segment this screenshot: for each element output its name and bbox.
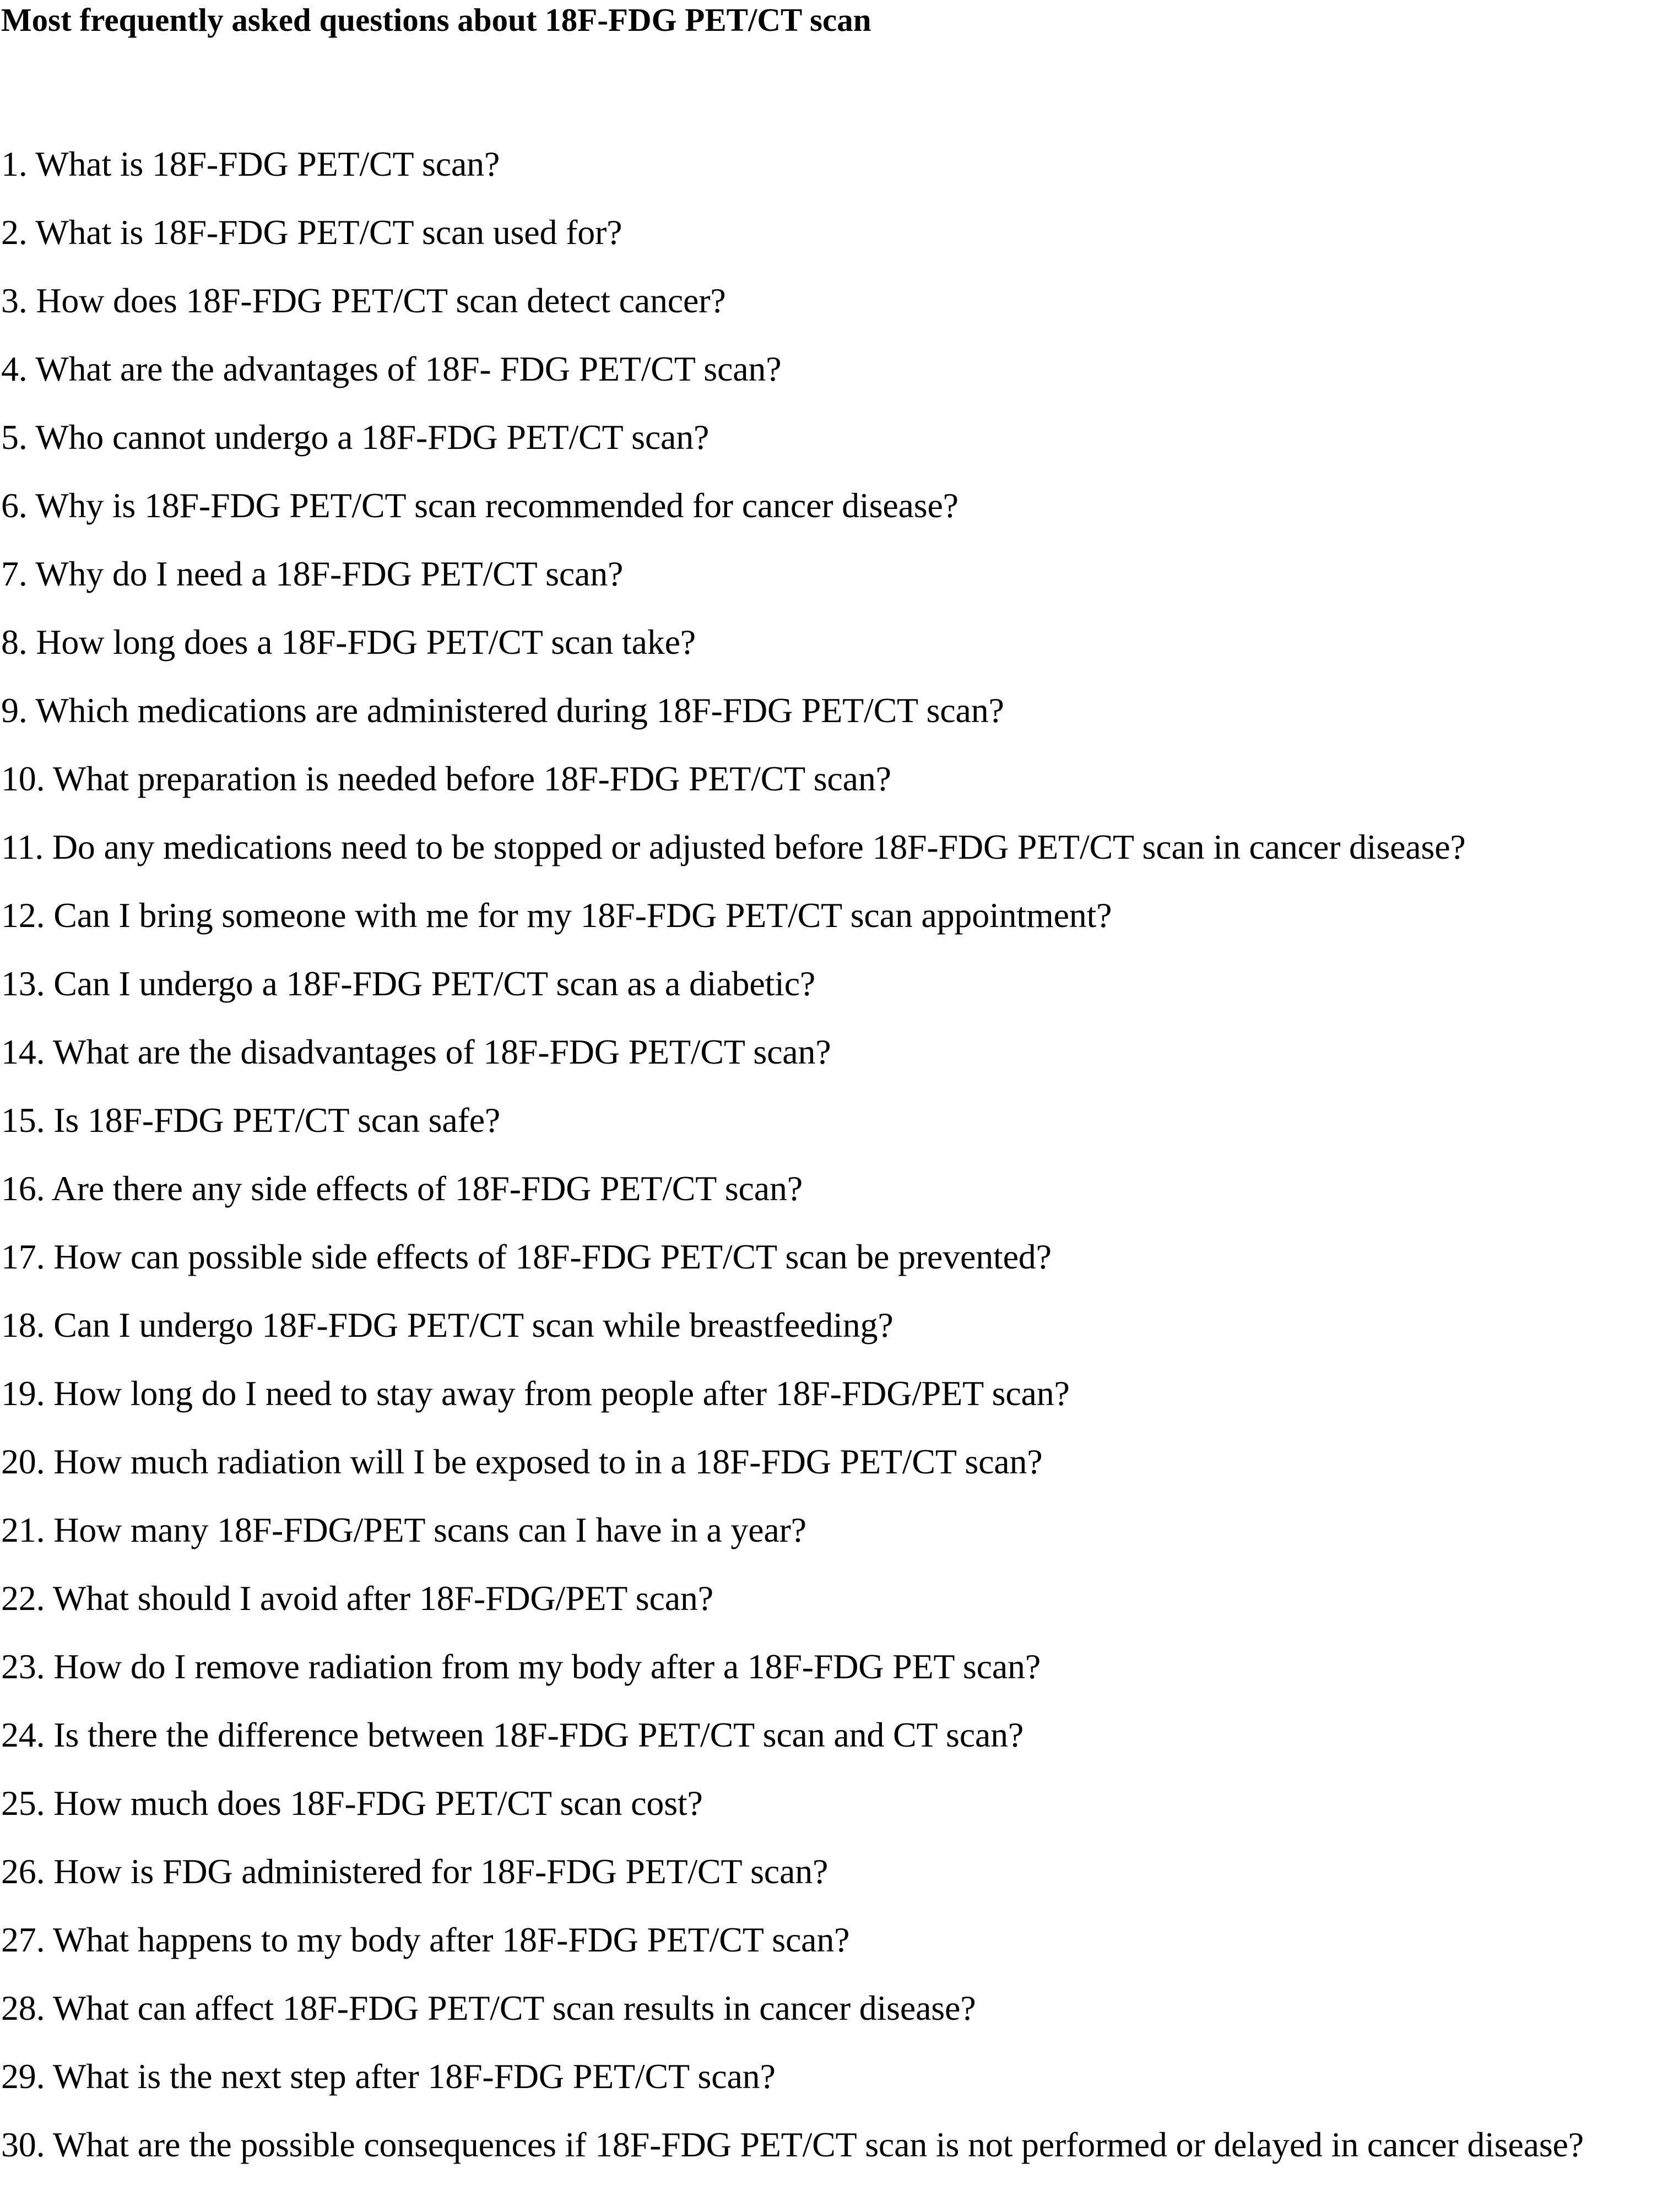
question-item: 9. Which medications are administered during 18F-FDG PET/CT scan? — [1, 691, 1004, 730]
question-item: 30. What are the possible consequences if 18F-FDG PET/CT scan is not performed or delayed in cancer disease? — [1, 2125, 1584, 2164]
question-item: 29. What is the next step after 18F-FDG PET/CT scan? — [1, 2057, 776, 2096]
question-item: 13. Can I undergo a 18F-FDG PET/CT scan as a diabetic? — [1, 964, 816, 1003]
question-item: 21. How many 18F-FDG/PET scans can I have in a year? — [1, 1510, 806, 1549]
question-item: 8. How long does a 18F-FDG PET/CT scan take? — [1, 622, 696, 662]
question-item: 23. How do I remove radiation from my body after a 18F-FDG PET scan? — [1, 1647, 1041, 1686]
question-item: 16. Are there any side effects of 18F-FDG PET/CT scan? — [1, 1169, 803, 1208]
question-item: 4. What are the advantages of 18F- FDG PET/CT scan? — [1, 349, 782, 388]
question-item: 12. Can I bring someone with me for my 18F-FDG PET/CT scan appointment? — [1, 896, 1112, 935]
question-item: 14. What are the disadvantages of 18F-FDG PET/CT scan? — [1, 1032, 831, 1071]
question-item: 22. What should I avoid after 18F-FDG/PET scan? — [1, 1579, 713, 1618]
question-item: 28. What can affect 18F-FDG PET/CT scan results in cancer disease? — [1, 1988, 976, 2027]
question-item: 7. Why do I need a 18F-FDG PET/CT scan? — [1, 554, 624, 593]
question-item: 1. What is 18F-FDG PET/CT scan? — [1, 144, 500, 183]
question-item: 3. How does 18F-FDG PET/CT scan detect cancer? — [1, 281, 726, 320]
question-item: 25. How much does 18F-FDG PET/CT scan cost? — [1, 1783, 703, 1823]
question-item: 27. What happens to my body after 18F-FDG PET/CT scan? — [1, 1920, 850, 1959]
question-item: 2. What is 18F-FDG PET/CT scan used for? — [1, 213, 622, 252]
question-item: 19. How long do I need to stay away from people after 18F-FDG/PET scan? — [1, 1374, 1070, 1413]
document-title: Most frequently asked questions about 18F-FDG PET/CT scan — [1, 2, 871, 38]
question-item: 18. Can I undergo 18F-FDG PET/CT scan while breastfeeding? — [1, 1305, 894, 1344]
question-item: 10. What preparation is needed before 18F-FDG PET/CT scan? — [1, 759, 891, 798]
question-item: 15. Is 18F-FDG PET/CT scan safe? — [1, 1100, 501, 1140]
question-item: 26. How is FDG administered for 18F-FDG PET/CT scan? — [1, 1852, 829, 1891]
question-item: 5. Who cannot undergo a 18F-FDG PET/CT scan? — [1, 418, 710, 457]
question-item: 6. Why is 18F-FDG PET/CT scan recommended for cancer disease? — [1, 486, 959, 525]
question-item: 24. Is there the difference between 18F-FDG PET/CT scan and CT scan? — [1, 1715, 1024, 1754]
question-item: 20. How much radiation will I be exposed to in a 18F-FDG PET/CT scan? — [1, 1442, 1043, 1481]
question-item: 11. Do any medications need to be stopped or adjusted before 18F-FDG PET/CT scan in cancer disease? — [1, 827, 1466, 866]
question-item: 17. How can possible side effects of 18F-FDG PET/CT scan be prevented? — [1, 1237, 1052, 1276]
question-list — [1, 130, 1656, 2179]
